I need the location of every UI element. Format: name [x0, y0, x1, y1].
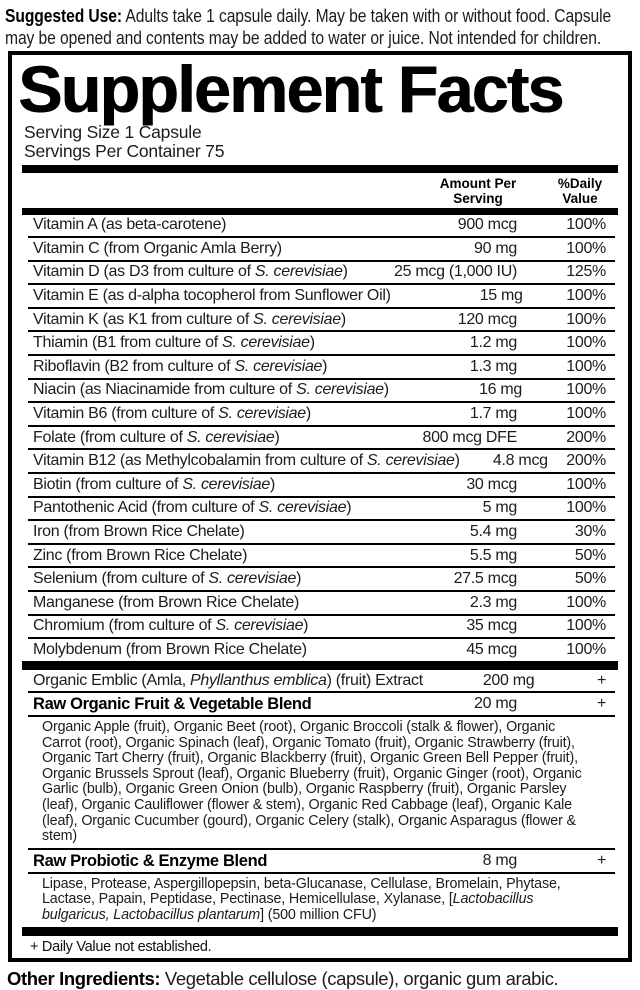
- name-regular: Vitamin B6 (from culture of: [33, 405, 219, 423]
- nutrient-name: [28, 523, 375, 541]
- other-ingredients-text: Vegetable cellulose (capsule), organic gum arabic.: [160, 968, 559, 990]
- nutrient-row-vitamin-d: [28, 262, 615, 286]
- name-regular-end: ): [454, 452, 460, 470]
- name-regular-end: ): [346, 499, 352, 517]
- name-regular: Niacin (as Niacinamide from culture of: [33, 381, 297, 399]
- nutrient-dv: 100%: [566, 617, 606, 635]
- nutrient-row-iron: [28, 521, 615, 545]
- ingredients-regular-end: ] (500 million CFU): [260, 907, 377, 923]
- supplement-facts-panel: [8, 51, 632, 962]
- name-regular: Vitamin A (as beta-carotene): [33, 216, 227, 234]
- name-italic: S. cerevisiae: [258, 499, 347, 517]
- name-regular-end: ): [270, 475, 276, 493]
- probiotic-section: [28, 850, 615, 874]
- name-regular-end: ): [296, 570, 302, 588]
- nutrient-amount: 5.5 mg: [469, 546, 517, 564]
- nutrient-row-vitamin-b12: [28, 450, 615, 474]
- amount-column-header: Amount Per Serving: [439, 176, 517, 206]
- name-regular: Biotin (from culture of: [33, 475, 183, 493]
- blend-amount: 20 mg: [474, 695, 517, 713]
- name-regular: Riboflavin (B2 from culture of: [33, 357, 235, 375]
- nutrient-name: [28, 358, 375, 376]
- daily-value-footnote: + Daily Value not established.: [30, 939, 212, 956]
- name-italic: S. cerevisiae: [186, 428, 275, 446]
- name-regular-end: ): [309, 334, 315, 352]
- extract-name: [28, 672, 423, 690]
- nutrient-dv: 200%: [566, 428, 606, 446]
- nutrient-dv: 125%: [566, 263, 606, 281]
- name-italic: S. cerevisiae: [296, 381, 384, 399]
- blend-row-fruit-vegetable: [28, 693, 615, 717]
- nutrient-row-manganese: [28, 592, 615, 616]
- blend-dv: +: [596, 852, 606, 870]
- nutrient-name: [28, 594, 375, 612]
- nutrient-name: [28, 641, 375, 659]
- nutrient-row-riboflavin: [28, 356, 615, 380]
- nutrient-amount: 800 mcg DFE: [422, 428, 517, 446]
- extract-dv: +: [596, 671, 606, 689]
- nutrient-row-vitamin-c: [28, 238, 615, 262]
- name-italic: S. cerevisiae: [366, 452, 455, 470]
- extract-amount: 200 mg: [482, 671, 535, 689]
- nutrient-row-vitamin-a: [28, 215, 615, 239]
- nutrient-dv: 200%: [566, 452, 606, 470]
- nutrient-name: [28, 334, 375, 352]
- nutrient-dv: 50%: [574, 546, 606, 564]
- nutrient-amount: 1.7 mg: [469, 405, 517, 423]
- nutrient-name: [28, 287, 391, 305]
- name-regular: Vitamin B12 (as Methylcobalamin from culture of: [33, 452, 367, 470]
- servings-per-container: Servings Per Container 75: [24, 141, 225, 161]
- nutrient-amount: 15 mg: [479, 287, 523, 305]
- nutrient-amount: 25 mcg (1,000 IU): [394, 263, 517, 281]
- divider-bar-mid: [22, 661, 618, 670]
- name-regular: Zinc (from Brown Rice Chelate): [33, 546, 248, 564]
- suggested-use-label: Suggested Use:: [5, 6, 123, 26]
- nutrient-dv: 100%: [566, 593, 606, 611]
- nutrient-name: [28, 547, 375, 565]
- nutrient-row-selenium: [28, 568, 615, 592]
- nutrient-amount: 4.8 mcg: [492, 452, 548, 470]
- name-regular: Vitamin C (from Organic Amla Berry): [33, 239, 282, 257]
- nutrient-amount: 1.2 mg: [469, 334, 517, 352]
- nutrient-name: [28, 216, 375, 234]
- name-regular: Vitamin K (as K1 from culture of: [33, 310, 254, 328]
- nutrient-name: [28, 452, 460, 470]
- nutrient-row-thiamin: [28, 332, 615, 356]
- nutrient-name: [28, 381, 389, 399]
- name-italic: S. cerevisiae: [234, 357, 323, 375]
- other-ingredients: [7, 968, 635, 990]
- name-regular-end: ): [303, 617, 309, 635]
- divider-bar-top: [22, 165, 618, 173]
- nutrient-amount: 35 mcg: [466, 617, 517, 635]
- nutrient-row-pantothenic-acid: [28, 498, 615, 522]
- name-italic: S. cerevisiae: [208, 570, 297, 588]
- name-italic: S. cerevisiae: [215, 617, 304, 635]
- nutrient-amount: 2.3 mg: [469, 593, 517, 611]
- nutrient-amount: 900 mcg: [457, 216, 517, 234]
- nutrient-name: [28, 263, 375, 281]
- nutrient-amount: 5 mg: [482, 499, 517, 517]
- nutrient-name: [28, 476, 375, 494]
- nutrient-dv: 30%: [574, 523, 606, 541]
- name-regular-end: ): [322, 357, 328, 375]
- nutrient-row-niacin: [28, 380, 615, 404]
- blend-row-probiotic-enzyme: [28, 850, 615, 874]
- name-regular: Folate (from culture of: [33, 428, 187, 446]
- other-ingredients-label: Other Ingredients:: [7, 968, 161, 990]
- nutrient-name: [28, 240, 375, 258]
- name-regular: Vitamin D (as D3 from culture of: [33, 263, 255, 281]
- extract-row: [28, 670, 615, 694]
- name-regular-end: ): [342, 263, 348, 281]
- name-regular: Thiamin (B1 from culture of: [33, 334, 222, 352]
- suggested-use-text: Adults take 1 capsule daily. May be taken with or without food. Capsule may be opened and contents may be added to water or juice. Not intended for children.: [5, 6, 612, 48]
- name-regular: Molybdenum (from Brown Rice Chelate): [33, 640, 307, 658]
- name-italic: Phyllanthus emblica: [190, 671, 327, 689]
- nutrient-amount: 16 mg: [479, 381, 523, 399]
- ingredients-italic: Lactobacillus bulgaricus, Lactobacillus plantarum: [42, 891, 534, 923]
- name-regular-end: ): [383, 381, 389, 399]
- name-regular: Pantothenic Acid (from culture of: [33, 499, 259, 517]
- nutrient-dv: 100%: [566, 287, 606, 305]
- column-headers: [28, 173, 615, 208]
- suggested-use: [5, 6, 636, 49]
- name-regular: Iron (from Brown Rice Chelate): [33, 523, 245, 541]
- name-italic: S. cerevisiae: [253, 310, 341, 328]
- blend-name: Raw Organic Fruit & Vegetable Blend: [33, 694, 312, 713]
- nutrient-amount: 1.3 mg: [469, 357, 517, 375]
- name-italic: S. cerevisiae: [222, 334, 310, 352]
- nutrient-amount: 5.4 mg: [469, 523, 517, 541]
- nutrient-row-vitamin-e: [28, 285, 615, 309]
- name-regular: Organic Emblic (Amla,: [33, 671, 190, 689]
- serving-size: Serving Size 1 Capsule: [24, 122, 202, 142]
- name-italic: S. cerevisiae: [254, 263, 343, 281]
- nutrient-row-vitamin-b6: [28, 403, 615, 427]
- nutrient-row-chromium: [28, 616, 615, 640]
- nutrient-name: [28, 499, 375, 517]
- nutrient-amount: 90 mg: [474, 239, 517, 257]
- blend-name: Raw Probiotic & Enzyme Blend: [33, 851, 268, 870]
- nutrient-row-zinc: [28, 545, 615, 569]
- extract-section: [28, 670, 615, 717]
- nutrient-dv: 100%: [566, 499, 606, 517]
- ingredients-regular: Lipase, Protease, Aspergillopepsin, beta-Glucanase, Cellulase, Bromelain, Phytase, Lactase, Papain, Peptidase, Pectinase, Hemicellulase, Xylanase, [: [42, 875, 561, 908]
- nutrient-dv: 100%: [566, 475, 606, 493]
- name-regular-end: ): [340, 310, 346, 328]
- nutrient-row-biotin: [28, 474, 615, 498]
- blend-dv: +: [596, 695, 606, 713]
- nutrient-dv: 100%: [566, 216, 606, 234]
- divider-bar-bottom: [22, 927, 618, 936]
- blend-amount: 8 mg: [482, 852, 517, 870]
- nutrient-amount: 45 mcg: [466, 640, 517, 658]
- name-regular: Manganese (from Brown Rice Chelate): [33, 593, 300, 611]
- nutrient-name: [28, 570, 375, 588]
- probiotic-enzyme-blend-ingredients: [28, 874, 615, 927]
- nutrient-dv: 100%: [566, 357, 606, 375]
- name-regular: Chromium (from culture of: [33, 617, 216, 635]
- nutrient-dv: 100%: [566, 640, 606, 658]
- nutrient-amount: 27.5 mcg: [453, 570, 517, 588]
- nutrient-amount: 30 mcg: [466, 475, 517, 493]
- nutrient-name: [28, 429, 375, 447]
- name-regular-end: ) (fruit) Extract: [326, 671, 423, 689]
- nutrient-dv: 100%: [566, 310, 606, 328]
- nutrient-dv: 100%: [566, 405, 606, 423]
- nutrient-name: [28, 617, 375, 635]
- nutrient-name: [28, 311, 375, 329]
- nutrient-table: [28, 215, 615, 661]
- nutrient-row-vitamin-k: [28, 309, 615, 333]
- name-regular: Vitamin E (as d-alpha tocopherol from Sunflower Oil): [33, 287, 391, 305]
- nutrient-dv: 100%: [566, 381, 606, 399]
- nutrient-row-folate: [28, 427, 615, 451]
- name-regular: Selenium (from culture of: [33, 570, 209, 588]
- nutrient-amount: 120 mcg: [457, 310, 517, 328]
- name-regular-end: ): [305, 405, 311, 423]
- fruit-vegetable-blend-ingredients: Organic Apple (fruit), Organic Beet (root), Organic Broccoli (stalk & flower), Organic Carrot (root), Organic Spinach (leaf), Organic Tomato (fruit), Organic Strawberry (fruit), Organic Tart Cherry (fruit), Organic Blackberry (fruit), Organic Green Bell Pepper (fruit), Organic Brussels Sprout (leaf), Organic Blueberry (fruit), Organic Ginger (root), Organic Garlic (bulb), Organic Green Onion (bulb), Organic Raspberry (fruit), Organic Parsley (leaf), Organic Cauliflower (flower & stem), Organic Red Cabbage (leaf), Organic Kale (leaf), Organic Cucumber (gourd), Organic Celery (stalk), Organic Asparagus (flower & stem): [28, 717, 615, 850]
- panel-title: Supplement Facts: [18, 52, 563, 126]
- name-regular-end: ): [274, 428, 280, 446]
- nutrient-dv: 100%: [566, 239, 606, 257]
- nutrient-name: [28, 405, 375, 423]
- nutrient-dv: 100%: [566, 334, 606, 352]
- daily-value-column-header: %Daily Value: [557, 176, 603, 206]
- name-italic: S. cerevisiae: [182, 475, 271, 493]
- name-italic: S. cerevisiae: [218, 405, 306, 423]
- nutrient-row-molybdenum: [28, 639, 615, 661]
- nutrient-dv: 50%: [574, 570, 606, 588]
